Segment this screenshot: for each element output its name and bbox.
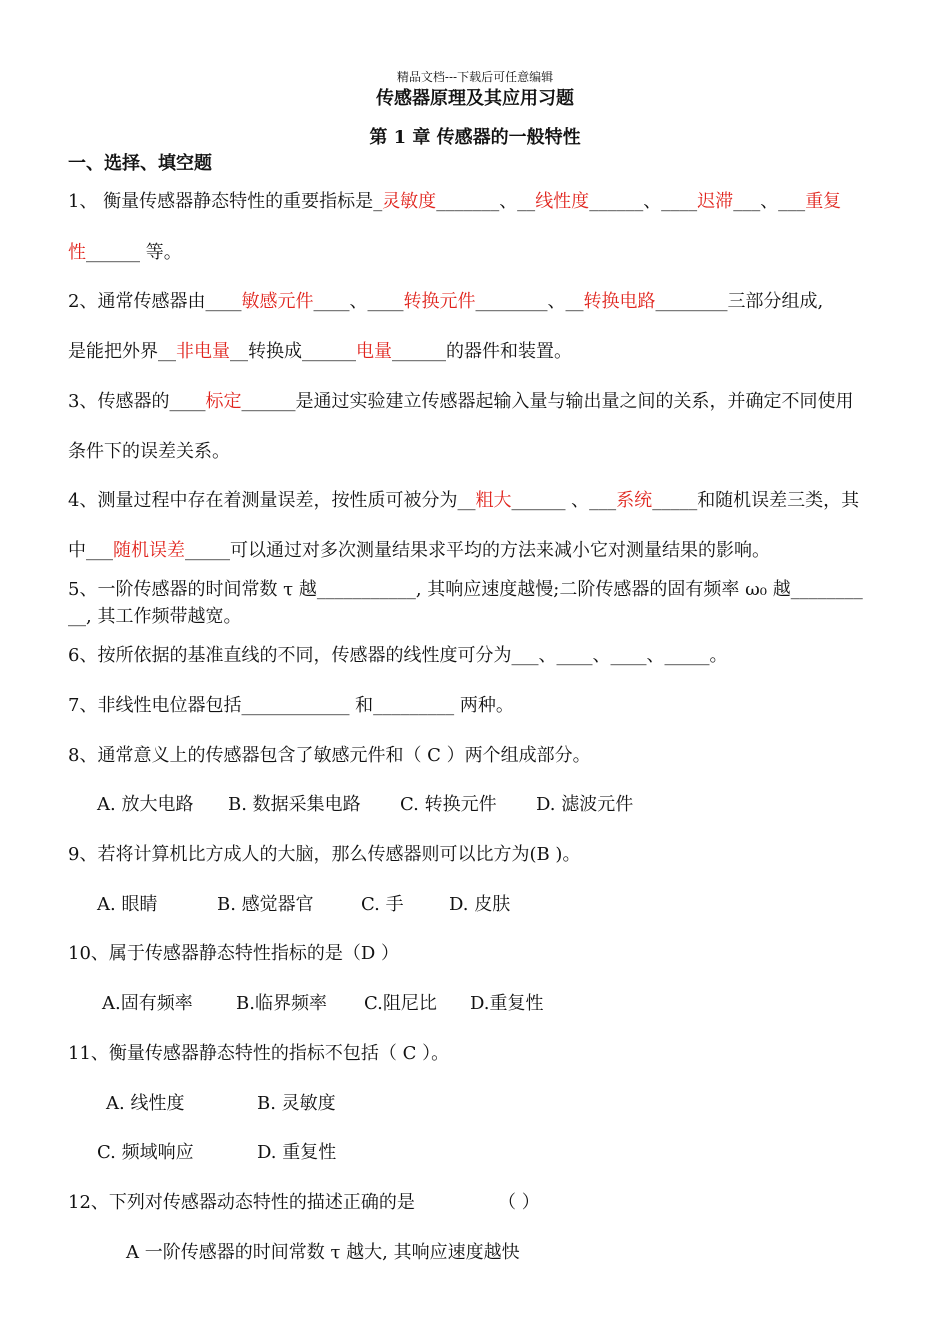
answer-1d: 重复 — [805, 191, 842, 212]
q12-option-a: A 一阶传感器的时间常数 τ 越大, 其响应速度越快 — [126, 1242, 520, 1263]
chapter-title: 第 1 章 传感器的一般特性 — [369, 127, 581, 148]
question-6: 6、按所依据的基准直线的不同，传感器的线性度可分为___、____、____、_____。 — [68, 645, 728, 666]
question-5-line-2: __, 其工作频带越宽。 — [68, 606, 242, 627]
question-7: 7、非线性电位器包括____________ 和_________ 两种。 — [68, 695, 514, 716]
question-10: 10、属于传感器静态特性指标的是（D ） — [68, 943, 400, 964]
q9-option-b: B. 感觉器官 — [217, 894, 314, 915]
q12-answer-paren: （ ） — [498, 1192, 540, 1213]
answer-2c: 转换电路 — [583, 291, 656, 312]
page-header: 精品文档---下载后可任意编辑 — [396, 70, 554, 84]
question-2-line-2: 是能把外界__非电量__转换成______电量______的器件和装置。 — [68, 341, 572, 362]
answer-2d: 非电量 — [176, 341, 230, 362]
q11-option-d: D. 重复性 — [257, 1142, 337, 1163]
question-1-line-2: 性______ 等。 — [68, 242, 182, 263]
question-8: 8、通常意义上的传感器包含了敏感元件和（ C ）两个组成部分。 — [68, 745, 591, 766]
q11-option-a: A. 线性度 — [106, 1093, 185, 1114]
answer-2b: 转换元件 — [403, 291, 476, 312]
answer-1a: 灵敏度 — [382, 191, 437, 212]
question-11: 11、衡量传感器静态特性的指标不包括（ C ）。 — [68, 1043, 450, 1064]
answer-4c: 随机误差 — [113, 540, 185, 561]
q8-option-c: C. 转换元件 — [400, 794, 497, 815]
q10-option-a: A.固有频率 — [102, 993, 193, 1014]
q10-option-d: D.重复性 — [470, 993, 544, 1014]
question-3-line-2: 条件下的误差关系。 — [68, 441, 230, 462]
question-2-line-1: 2、通常传感器由____敏感元件____、____转换元件________、__转换电路________三部分组成, — [68, 291, 824, 312]
q10-option-b: B.临界频率 — [236, 993, 327, 1014]
q10-option-c: C.阻尼比 — [364, 993, 437, 1014]
q8-option-a: A. 放大电路 — [97, 794, 194, 815]
answer-4a: 粗大 — [475, 490, 512, 511]
q11-option-c: C. 频域响应 — [97, 1142, 194, 1163]
question-5-line-1: 5、一阶传感器的时间常数 τ 越___________, 其响应速度越慢;二阶传感器的固有频率 ω₀ 越________ — [68, 579, 863, 600]
q8-option-b: B. 数据采集电路 — [228, 794, 361, 815]
q9-option-c: C. 手 — [361, 894, 404, 915]
question-12: 12、下列对传感器动态特性的描述正确的是 — [68, 1192, 415, 1213]
page-title: 传感器原理及其应用习题 — [376, 88, 574, 109]
answer-1b: 线性度 — [535, 191, 590, 212]
question-1-line-1: 1、 衡量传感器静态特性的重要指标是_灵敏度_______、__线性度______、____迟滞___、___重复 — [68, 191, 842, 212]
answer-1d-cont: 性 — [68, 242, 86, 263]
question-9: 9、若将计算机比方成人的大脑，那么传感器则可以比方为(B )。 — [68, 844, 581, 865]
answer-3a: 标定 — [205, 391, 242, 412]
q11-option-b: B. 灵敏度 — [257, 1093, 336, 1114]
answer-2e: 电量 — [356, 341, 392, 362]
section-heading: 一、选择、填空题 — [68, 153, 212, 174]
answer-2a: 敏感元件 — [241, 291, 314, 312]
answer-4b: 系统 — [616, 490, 653, 511]
question-4-line-2: 中___随机误差_____可以通过对多次测量结果求平均的方法来减小它对测量结果的影响。 — [68, 540, 770, 561]
q8-option-d: D. 滤波元件 — [536, 794, 634, 815]
question-4-line-1: 4、测量过程中存在着测量误差，按性质可被分为__粗大______ 、___系统_____和随机误差三类，其 — [68, 490, 860, 511]
q9-option-a: A. 眼睛 — [97, 894, 158, 915]
question-3-line-1: 3、传感器的____标定______是通过实验建立传感器起输入量与输出量之间的关系，并确定不同使用 — [68, 391, 854, 412]
q9-option-d: D. 皮肤 — [449, 894, 511, 915]
answer-1c: 迟滞 — [697, 191, 734, 212]
